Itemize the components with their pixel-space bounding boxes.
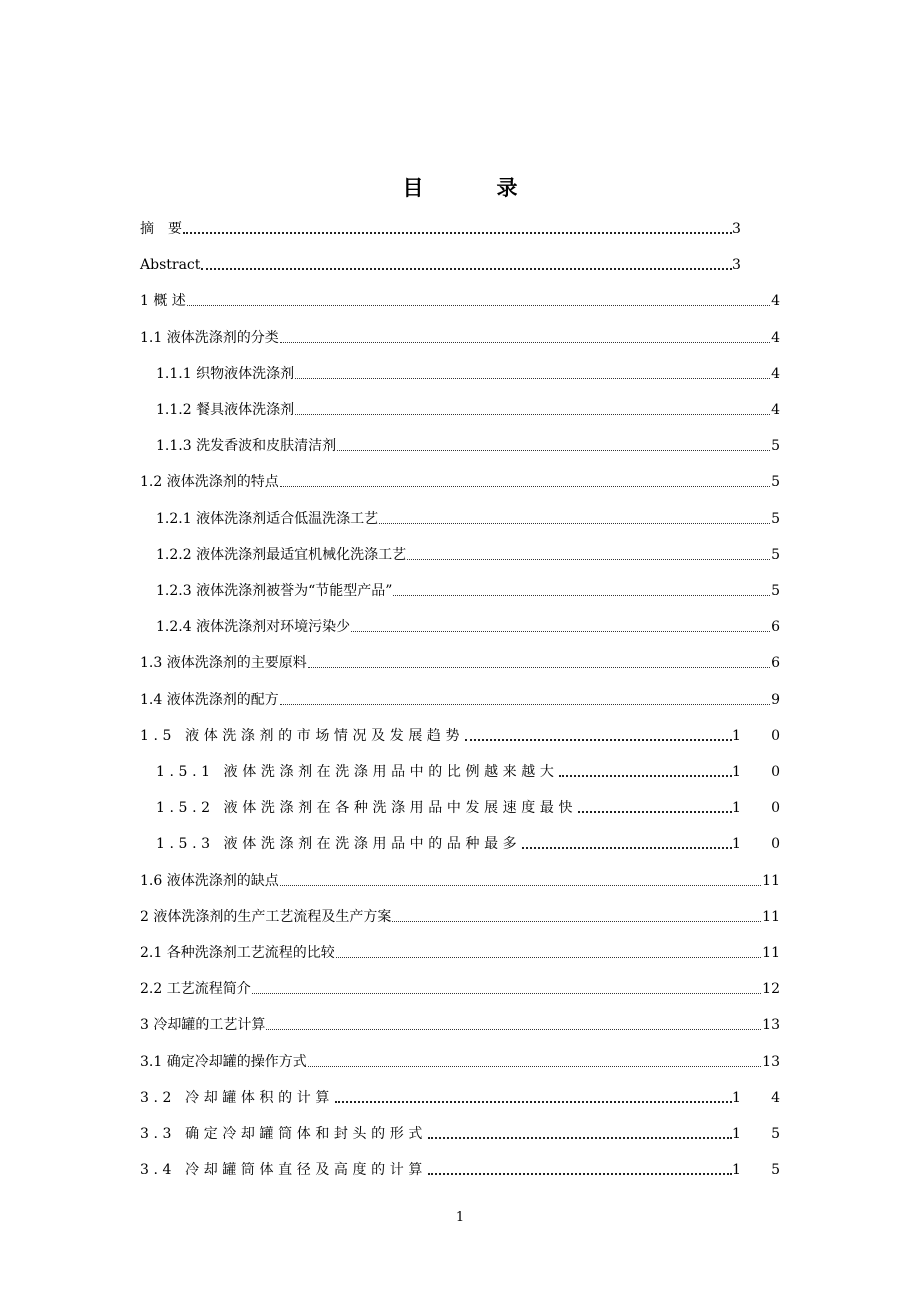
toc-entry[interactable] [140, 1088, 780, 1108]
toc-entry-label: 2 液体洗涤剂的生产工艺流程及生产方案 [140, 908, 392, 925]
toc-entry-page: 4 [771, 329, 780, 346]
toc-dot-leader [252, 979, 761, 999]
toc-dot-leader [522, 834, 732, 854]
toc-entry-label: 1 概 述 [140, 293, 186, 310]
toc-entry-label: 1.5.2 液体洗涤剂在各种洗涤用品中发展速度最快 [156, 800, 578, 817]
toc-entry-page: 3 [732, 257, 741, 274]
toc-entry-page: 6 [771, 655, 780, 672]
toc-entry-label: 2.2 工艺流程简介 [140, 981, 251, 998]
toc-dot-leader [465, 726, 732, 746]
toc-dot-leader [336, 943, 761, 963]
toc-entry-label: 1.1.3 洗发香波和皮肤清洁剂 [156, 438, 337, 455]
toc-dot-leader [559, 762, 732, 782]
toc-dot-leader [266, 1015, 761, 1035]
toc-entry-label: 1.5 液体洗涤剂的市场情况及发展趋势 [140, 727, 465, 744]
toc-entry[interactable] [156, 509, 780, 529]
toc-entry[interactable] [140, 255, 780, 275]
toc-entry-page: 5 [771, 583, 780, 599]
toc-entry[interactable] [140, 871, 780, 891]
toc-entry-page: 11 [762, 908, 780, 925]
toc-entry-label: 1.2.2 液体洗涤剂最适宜机械化洗涤工艺 [156, 546, 407, 563]
toc-entry[interactable] [140, 690, 780, 710]
toc-entry-label: 1.2 液体洗涤剂的特点 [140, 474, 279, 491]
toc-entry-page: 1 0 [732, 727, 780, 744]
toc-entry-label: 3.4 冷却罐筒体直径及高度的计算 [140, 1162, 427, 1179]
toc-entry-label: 1.1.1 织物液体洗涤剂 [156, 365, 295, 382]
toc-dot-leader [351, 617, 770, 637]
toc-entry-label: 3.1 确定冷却罐的操作方式 [140, 1053, 307, 1070]
toc-entry[interactable] [156, 436, 780, 456]
toc-entry-page: 4 [771, 402, 780, 418]
toc-title: 目 录 [402, 175, 544, 200]
toc-dot-leader [578, 798, 732, 818]
toc-dot-leader [201, 255, 732, 275]
toc-dot-leader [183, 219, 732, 239]
toc-entry-label: 1.5.1 液体洗涤剂在洗涤用品中的比例越来越大 [156, 764, 559, 780]
toc-dot-leader [392, 907, 761, 927]
toc-entry[interactable] [140, 979, 780, 999]
toc-dot-leader [280, 871, 761, 891]
toc-dot-leader [280, 472, 770, 492]
toc-dot-leader [308, 653, 770, 673]
toc-entry[interactable] [140, 1124, 780, 1144]
toc-entry-page: 9 [771, 691, 780, 708]
toc-entry-label: 1.2.3 液体洗涤剂被誉为“节能型产品” [156, 583, 393, 599]
toc-entry-label: 3 冷却罐的工艺计算 [140, 1017, 266, 1034]
toc-entry-label: 1.4 液体洗涤剂的配方 [140, 691, 279, 708]
toc-dot-leader [428, 1124, 732, 1144]
toc-entry[interactable] [156, 581, 780, 601]
toc-entry-label: 1.1 液体洗涤剂的分类 [140, 329, 279, 346]
toc-entry-label: 1.3 液体洗涤剂的主要原料 [140, 655, 307, 672]
toc-entry-label: 1.1.2 餐具液体洗涤剂 [156, 402, 295, 418]
toc-entry-page: 11 [762, 945, 780, 961]
toc-entry[interactable] [156, 762, 780, 782]
toc-entry-page: 5 [771, 546, 780, 563]
toc-entry-page: 1 0 [732, 764, 780, 780]
toc-entry[interactable] [140, 291, 780, 311]
toc-dot-leader [280, 328, 770, 348]
toc-entry[interactable] [140, 1015, 780, 1035]
toc-entry-label: 1.2.4 液体洗涤剂对环境污染少 [156, 619, 351, 636]
toc-dot-leader [295, 364, 770, 384]
toc-entry[interactable] [140, 219, 780, 239]
toc-entry[interactable] [140, 726, 780, 746]
toc-dot-leader [407, 545, 770, 565]
page-number: 1 [455, 1210, 465, 1225]
toc-entry[interactable] [140, 653, 780, 673]
toc-dot-leader [308, 1052, 761, 1072]
toc-entry-page: 12 [762, 981, 780, 998]
toc-entry-page: 6 [771, 619, 780, 636]
toc-dot-leader [335, 1088, 732, 1108]
toc-entry-label: 3.2 冷却罐体积的计算 [140, 1089, 334, 1106]
toc-entry-label: 1.5.3 液体洗涤剂在洗涤用品中的品种最多 [156, 836, 522, 853]
toc-entry[interactable] [140, 1160, 780, 1180]
toc-entry-label: 3.3 确定冷却罐筒体和封头的形式 [140, 1126, 427, 1142]
toc-dot-leader [337, 436, 770, 456]
toc-entry-label: 摘 要 [140, 221, 182, 237]
toc-entry-page: 1 0 [732, 800, 780, 817]
toc-entry[interactable] [156, 545, 780, 565]
toc-entry-page: 3 [732, 221, 741, 237]
toc-dot-leader [428, 1160, 732, 1180]
toc-entry[interactable] [140, 1052, 780, 1072]
toc-entry-page: 4 [771, 365, 780, 382]
toc-entry-page: 1 0 [732, 836, 780, 853]
toc-entry-page: 13 [762, 1017, 780, 1034]
toc-dot-leader [280, 690, 770, 710]
toc-entry[interactable] [156, 834, 780, 854]
toc-entry-page: 1 5 [732, 1126, 780, 1142]
toc-entry-page: 13 [762, 1053, 780, 1070]
toc-entry-label: Abstract [140, 257, 201, 274]
toc-dot-leader [295, 400, 770, 420]
toc-entry[interactable] [156, 364, 780, 384]
toc-entry-label: 1.6 液体洗涤剂的缺点 [140, 872, 279, 889]
toc-entry[interactable] [140, 472, 780, 492]
toc-entry-page: 1 5 [732, 1162, 780, 1179]
toc-entry-page: 11 [762, 872, 780, 889]
toc-entry[interactable] [140, 907, 780, 927]
toc-entry-page: 5 [771, 474, 780, 491]
toc-dot-leader [187, 291, 770, 311]
toc-entry-page: 1 4 [732, 1089, 780, 1106]
toc-entry-label: 2.1 各种洗涤剂工艺流程的比较 [140, 945, 335, 961]
toc-entry[interactable] [156, 617, 780, 637]
toc-entry[interactable] [140, 328, 780, 348]
toc-entry-label: 1.2.1 液体洗涤剂适合低温洗涤工艺 [156, 510, 379, 527]
toc-dot-leader [393, 581, 770, 601]
toc-dot-leader [379, 509, 770, 529]
toc-entry-page: 4 [771, 293, 780, 310]
toc-entry-page: 5 [771, 510, 780, 527]
toc-entry-page: 5 [771, 438, 780, 455]
toc-entry[interactable] [156, 400, 780, 420]
toc-entry[interactable] [156, 798, 780, 818]
toc-entry[interactable] [140, 943, 780, 963]
